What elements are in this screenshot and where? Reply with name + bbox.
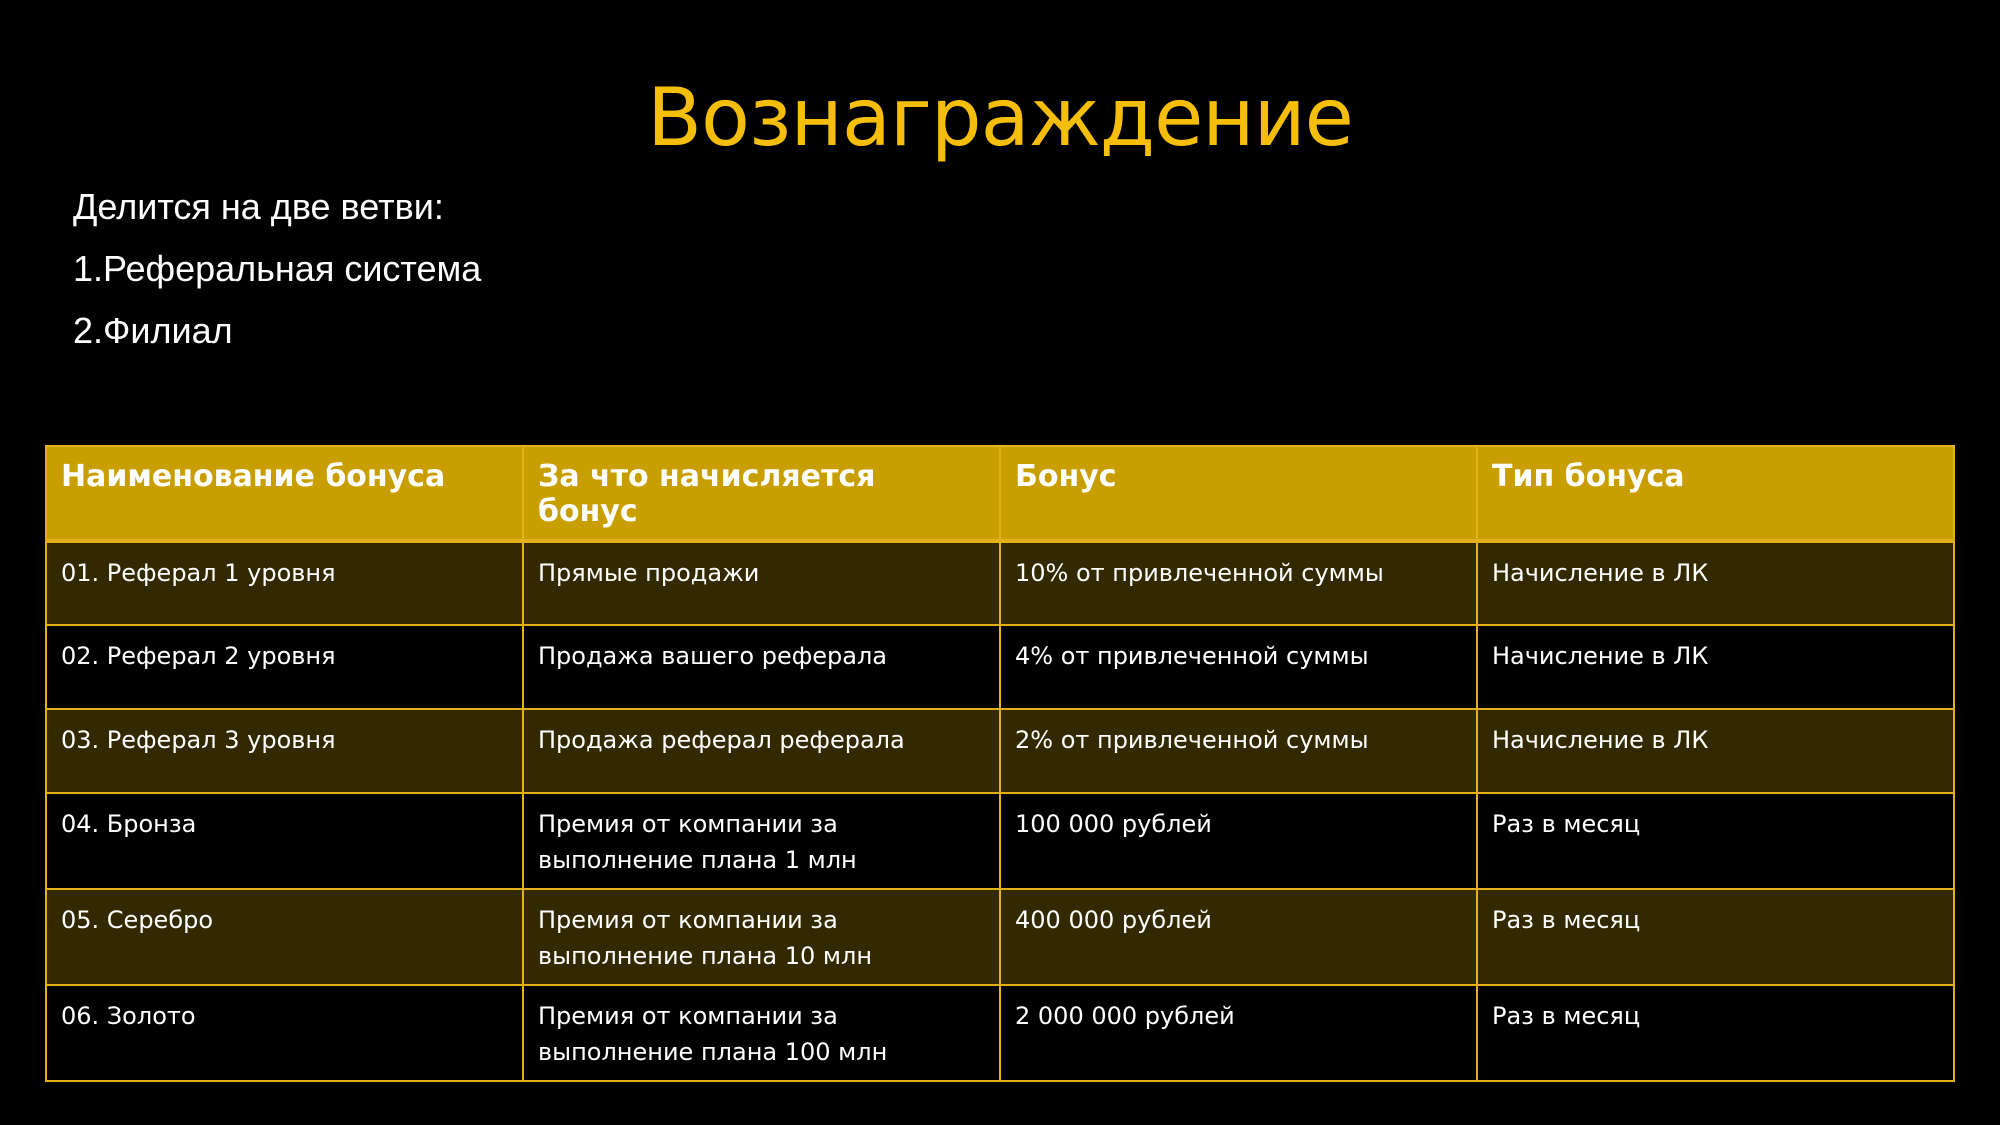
table-cell: Начисление в ЛК — [1477, 709, 1954, 793]
table-cell: 06. Золото — [46, 985, 523, 1081]
table-cell: Начисление в ЛК — [1477, 541, 1954, 625]
bonus-table — [45, 445, 1955, 1082]
intro-line: 1.Реферальная система — [73, 248, 482, 289]
table-cell: 03. Реферал 3 уровня — [46, 709, 523, 793]
intro-line: 2.Филиал — [73, 310, 233, 351]
table-row — [46, 985, 1954, 1081]
table-row — [46, 541, 1954, 625]
table-row — [46, 793, 1954, 889]
table-cell: Продажа реферал реферала — [523, 709, 1000, 793]
table-row — [46, 889, 1954, 985]
column-header: Наименование бонуса — [46, 446, 523, 541]
table-cell: Раз в месяц — [1477, 793, 1954, 889]
table-cell: Раз в месяц — [1477, 985, 1954, 1081]
intro-text — [73, 176, 973, 362]
column-header: За что начисляется бонус — [523, 446, 1000, 541]
table-cell: Премия от компании за выполнение плана 100 млн — [523, 985, 1000, 1081]
table-cell: 2% от привлеченной суммы — [1000, 709, 1477, 793]
table-cell: 05. Серебро — [46, 889, 523, 985]
table-cell: 4% от привлеченной суммы — [1000, 625, 1477, 709]
column-header: Бонус — [1000, 446, 1477, 541]
table-cell: 04. Бронза — [46, 793, 523, 889]
table-cell: Начисление в ЛК — [1477, 625, 1954, 709]
table-cell: 400 000 рублей — [1000, 889, 1477, 985]
table-row — [46, 625, 1954, 709]
table-cell: Премия от компании за выполнение плана 10 млн — [523, 889, 1000, 985]
table-cell: 2 000 000 рублей — [1000, 985, 1477, 1081]
table-cell: 10% от привлеченной суммы — [1000, 541, 1477, 625]
table-header-row — [46, 446, 1954, 541]
slide-title: Вознаграждение — [647, 71, 1353, 164]
table-row — [46, 709, 1954, 793]
table-cell: 100 000 рублей — [1000, 793, 1477, 889]
table-cell: Продажа вашего реферала — [523, 625, 1000, 709]
intro-line: Делится на две ветви: — [73, 186, 444, 227]
table-cell: 01. Реферал 1 уровня — [46, 541, 523, 625]
bonus-table-container — [45, 445, 1955, 1082]
column-header: Тип бонуса — [1477, 446, 1954, 541]
table-cell: Премия от компании за выполнение плана 1 млн — [523, 793, 1000, 889]
table-cell: Прямые продажи — [523, 541, 1000, 625]
table-cell: Раз в месяц — [1477, 889, 1954, 985]
table-cell: 02. Реферал 2 уровня — [46, 625, 523, 709]
